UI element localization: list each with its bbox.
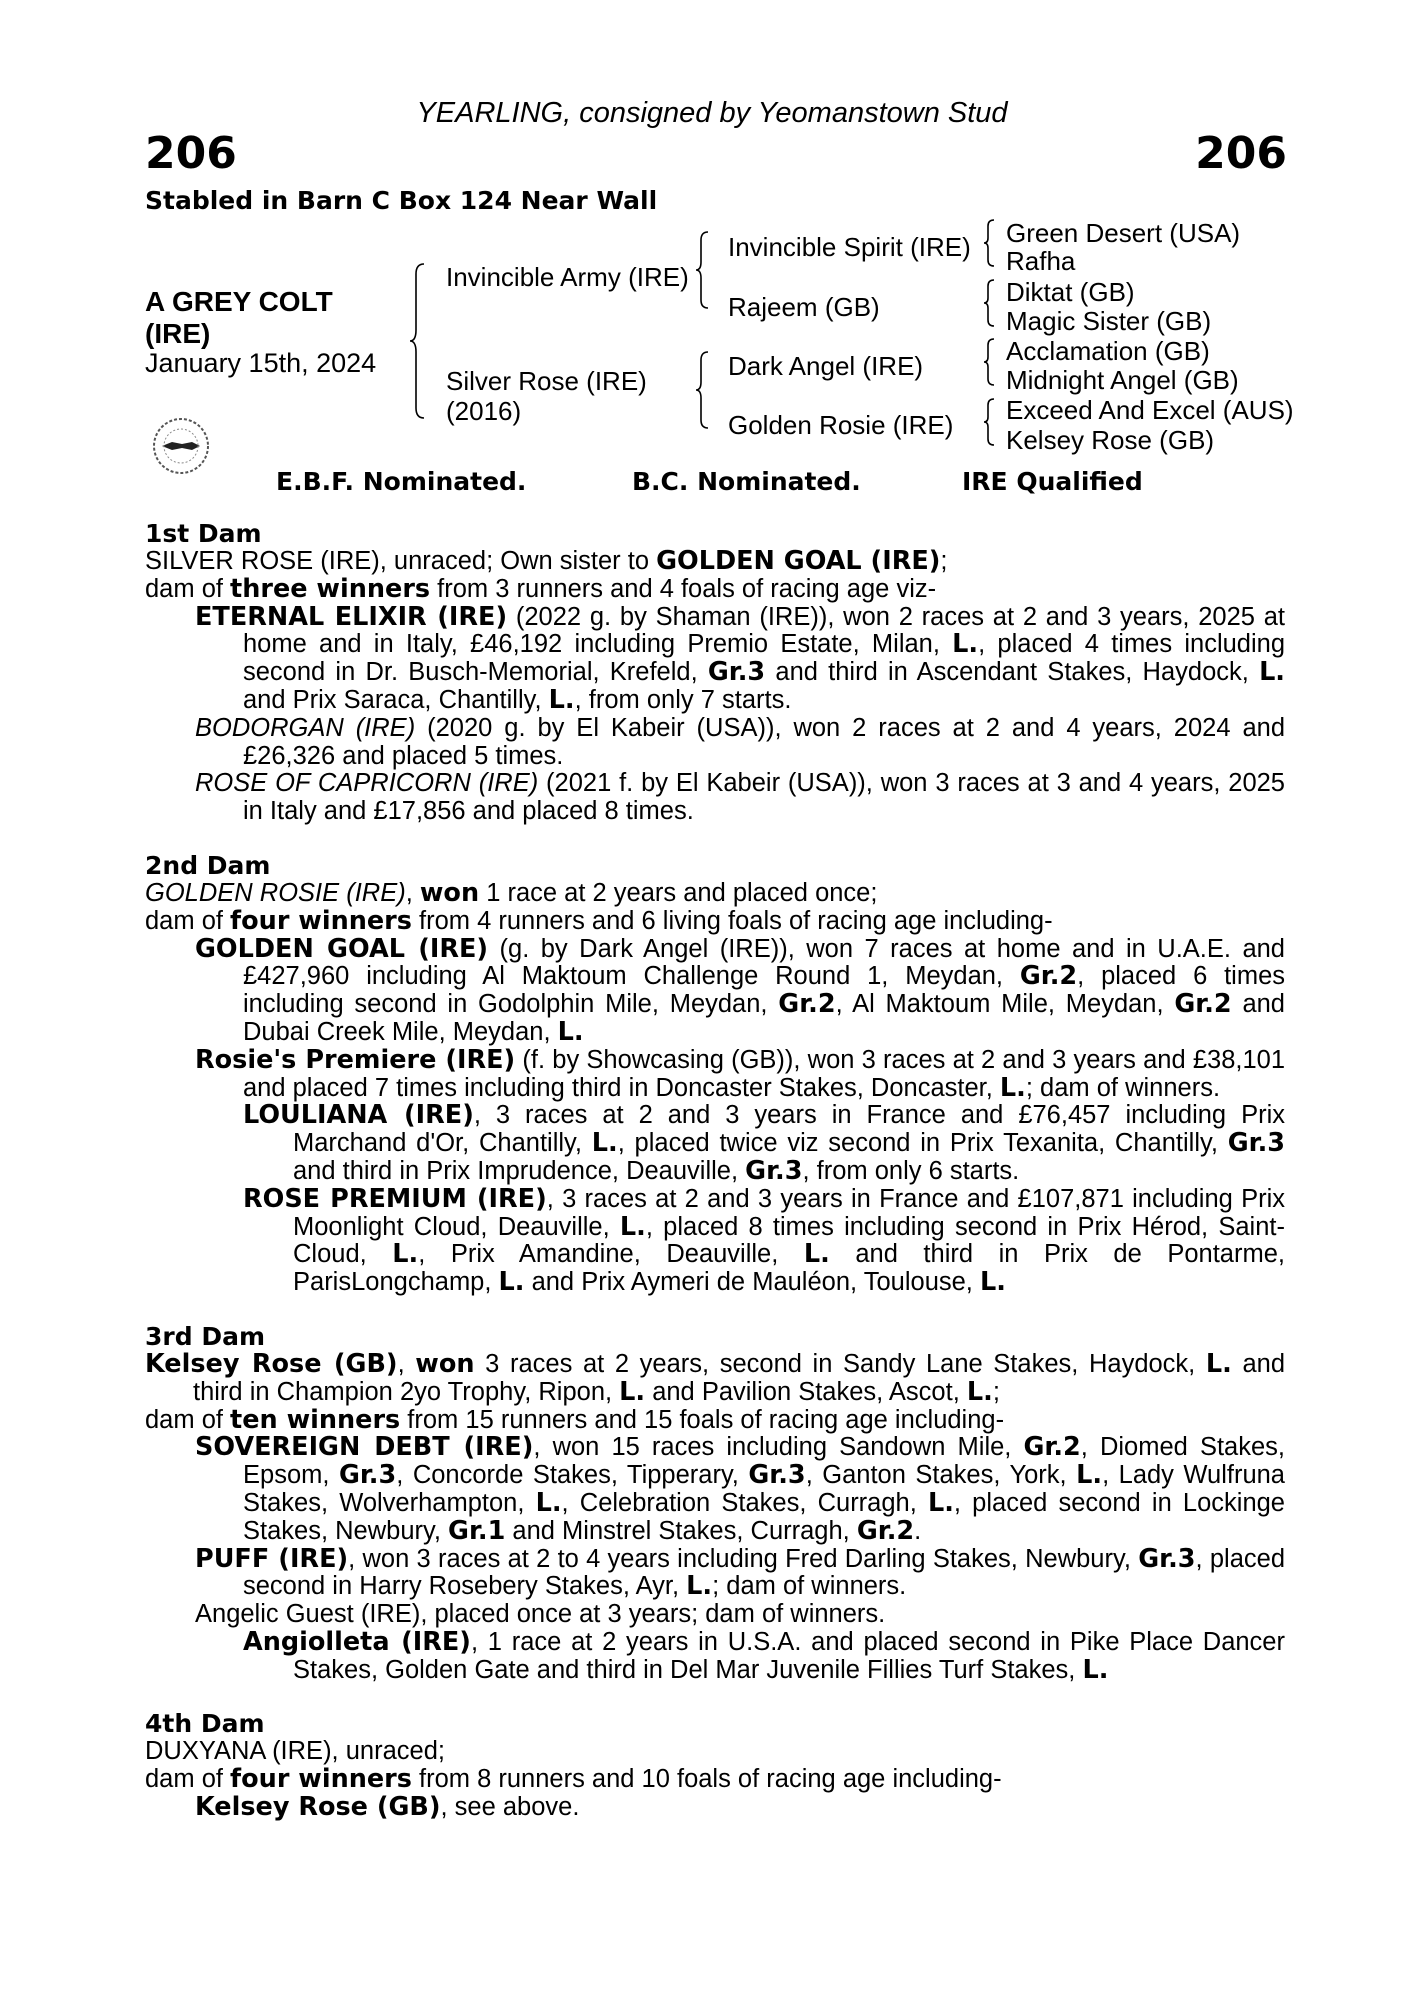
sire-line-brace (694, 230, 710, 310)
pedigree-sss: Green Desert (USA) (1006, 218, 1241, 248)
bc-nomination: B.C. Nominated. (632, 467, 861, 496)
progeny-entry: SOVEREIGN DEBT (IRE), won 15 races including Sandown Mile, Gr.2, Diomed Stakes, Epsom, Gr.3, Concorde Stakes, Tipperary, Gr.3, Ganton Stakes, York, L., Lady Wulfruna Stakes, Wolverhampton, L., Celebration Stakes, Curragh, L., placed second in Lockinge Stakes, Newbury, Gr.1 and Minstrel Stakes, Curragh, Gr.2. (195, 1432, 1285, 1546)
pedigree-dsd: Midnight Angel (GB) (1006, 365, 1239, 395)
pedigree-dam-name: Silver Rose (IRE) (446, 366, 647, 396)
stabled-location: Stabled in Barn C Box 124 Near Wall (145, 186, 658, 215)
fourth-dam-produce-summary: dam of four winners from 8 runners and 10 foals of racing age including- (145, 1764, 1002, 1795)
sd-brace (982, 278, 996, 328)
progeny-entry: ROSE OF CAPRICORN (IRE) (2021 f. by El Kabeir (USA)), won 3 races at 3 and 4 years, 2025 in Italy and £17,856 and placed 8 times. (195, 769, 1285, 826)
horse-name-line1: A GREY COLT (145, 286, 333, 317)
third-dam-line: Kelsey Rose (GB), won 3 races at 2 years, second in Sandy Lane Stakes, Haydock, L. and third in Champion 2yo Trophy, Ripon, L. and Pavilion Stakes, Ascot, L.; (145, 1348, 1285, 1407)
progeny-entry: GOLDEN GOAL (IRE) (g. by Dark Angel (IRE)), won 7 races at home and in U.A.E. and £427,960 including Al Maktoum Challenge Round 1, Meydan, Gr.2, placed 6 times including second in Godolphin Mile, Meydan, Gr.2, Al Maktoum Mile, Meydan, Gr.2 and Dubai Creek Mile, Meydan, L. (195, 933, 1286, 1047)
first-dam-section (145, 520, 1285, 826)
fourth-dam-heading: 4th Dam (145, 1709, 265, 1739)
pedigree-sire: Invincible Army (IRE) (446, 262, 689, 292)
third-dam-section (145, 1323, 1285, 1685)
pedigree-ssd: Rafha (1006, 246, 1076, 276)
second-dam-heading: 2nd Dam (145, 850, 271, 880)
progeny-entry: Angelic Guest (IRE), placed once at 3 years; dam of winners. (195, 1600, 886, 1629)
first-dam-line: SILVER ROSE (IRE), unraced; Own sister to GOLDEN GOAL (IRE); (145, 546, 948, 576)
progeny-entry: PUFF (IRE), won 3 races at 2 to 4 years including Fred Darling Stakes, Newbury, Gr.3, placed second in Harry Rosebery Stakes, Ayr, L.; dam of winners. (195, 1543, 1286, 1602)
pedigree-sire-dam: Rajeem (GB) (728, 292, 880, 322)
progeny-entry: Rosie's Premiere (IRE) (f. by Showcasing (GB)), won 3 races at 2 and 3 years and £38,101 and placed 7 times including third in Doncaster Stakes, Doncaster, L.; dam of winners. (195, 1044, 1285, 1103)
horse-name-line2: (IRE) (145, 318, 211, 349)
pedigree-dam-dam: Golden Rosie (IRE) (728, 410, 954, 440)
second-dam-section (145, 852, 1285, 1297)
second-dam-line: GOLDEN ROSIE (IRE), won 1 race at 2 years and placed once; (145, 877, 878, 908)
grand-progeny-entry: Angiolleta (IRE), 1 race at 2 years in U.S.A. and placed second in Pike Place Dancer Stakes, Golden Gate and third in Del Mar Juvenile Fillies Turf Stakes, L. (243, 1626, 1285, 1685)
stud-seal-icon (148, 413, 214, 479)
pedigree-dss: Acclamation (GB) (1006, 336, 1210, 366)
consignment-line: YEARLING, consigned by Yeomanstown Stud (416, 97, 1008, 129)
ds-brace (982, 337, 996, 387)
dam-line-brace (694, 350, 710, 430)
sire-dam-brace (408, 262, 426, 420)
pedigree-dam-sire: Dark Angel (IRE) (728, 351, 924, 381)
ss-brace (982, 218, 996, 268)
pedigree-sds: Diktat (GB) (1006, 277, 1135, 307)
date-of-birth: January 15th, 2024 (145, 348, 377, 378)
first-dam-produce-summary: dam of three winners from 3 runners and 4 foals of racing age viz- (145, 573, 937, 604)
dd-brace (982, 397, 996, 447)
ebf-nomination: E.B.F. Nominated. (276, 467, 527, 496)
third-dam-heading: 3rd Dam (145, 1321, 265, 1351)
pedigree-dds: Exceed And Excel (AUS) (1006, 395, 1294, 425)
horse-name (145, 286, 405, 350)
pedigree-sdd: Magic Sister (GB) (1006, 306, 1212, 336)
lot-number-left: 206 (145, 128, 237, 179)
pedigree-ddd: Kelsey Rose (GB) (1006, 425, 1215, 455)
third-dam-produce-summary: dam of ten winners from 15 runners and 15 foals of racing age including- (145, 1404, 1005, 1435)
lot-number-right: 206 (1195, 128, 1287, 179)
fourth-dam-line: DUXYANA (IRE), unraced; (145, 1737, 445, 1766)
pedigree-sire-sire: Invincible Spirit (IRE) (728, 232, 971, 262)
dam-details (145, 520, 1285, 1848)
grand-progeny-entry: ROSE PREMIUM (IRE), 3 races at 2 and 3 years in France and £107,871 including Prix Moonlight Cloud, Deauville, L., placed 8 times including second in Prix Hérod, Saint-Cloud, L., Prix Amandine, Deauville, L. and third in Prix de Pontarme, ParisLongchamp, L. and Prix Aymeri de Mauléon, Toulouse, L. (243, 1183, 1285, 1298)
first-dam-heading: 1st Dam (145, 519, 262, 548)
progeny-entry: Kelsey Rose (GB), see above. (195, 1792, 580, 1823)
ire-qualified: IRE Qualified (962, 467, 1143, 496)
progeny-entry: ETERNAL ELIXIR (IRE) (2022 g. by Shaman (IRE)), won 2 races at 2 and 3 years, 2025 at home and in Italy, £46,192 including Premio Estate, Milan, L., placed 4 times including second in Dr. Busch-Memorial, Krefeld, Gr.3 and third in Ascendant Stakes, Haydock, L. and Prix Saraca, Chantilly, L., from only 7 starts. (195, 601, 1285, 715)
progeny-entry: BODORGAN (IRE) (2020 g. by El Kabeir (USA)), won 2 races at 2 and 4 years, 2024 and £26,326 and placed 5 times. (195, 713, 1285, 770)
pedigree-dam-year: (2016) (446, 396, 522, 426)
second-dam-produce-summary: dam of four winners from 4 runners and 6 living foals of racing age including- (145, 905, 1053, 936)
fourth-dam-section (145, 1710, 1285, 1821)
grand-progeny-entry: LOULIANA (IRE), 3 races at 2 and 3 years in France and £76,457 including Prix Marchand d'Or, Chantilly, L., placed twice viz second in Prix Texanita, Chantilly, Gr.3 and third in Prix Imprudence, Deauville, Gr.3, from only 6 starts. (243, 1100, 1286, 1186)
